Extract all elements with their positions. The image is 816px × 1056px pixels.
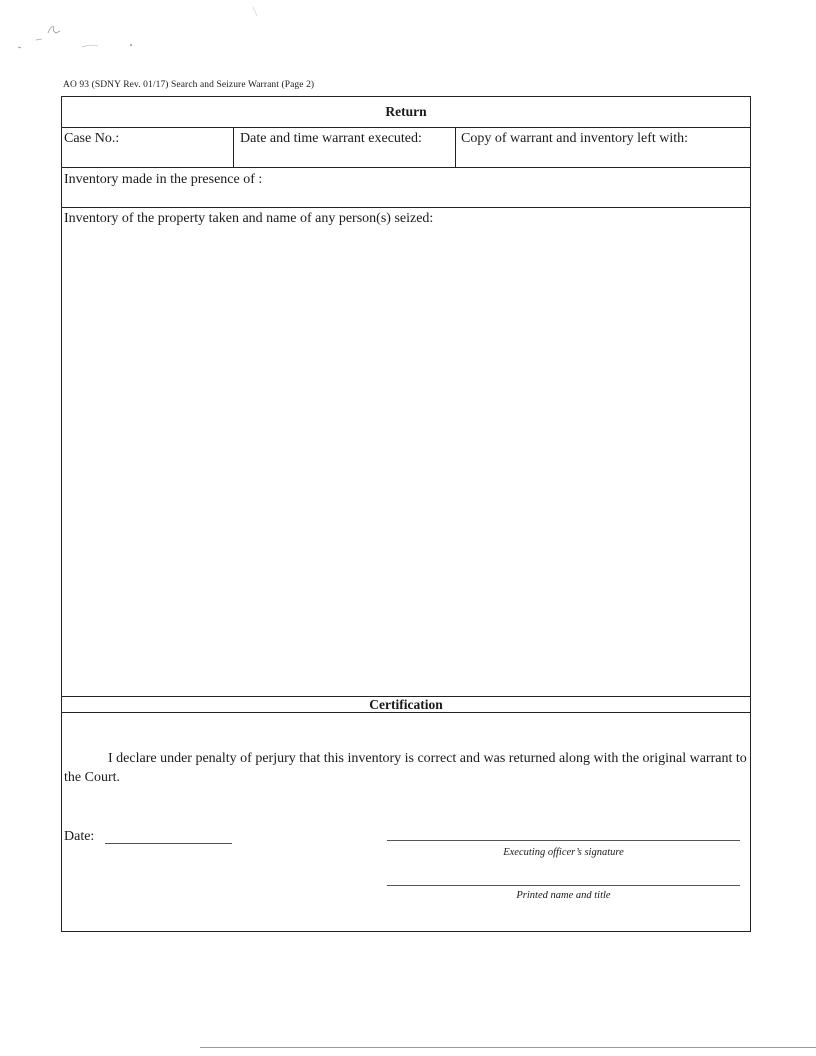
- officer-signature-caption: Executing officer’s signature: [503, 847, 624, 858]
- printed-name-caption: Printed name and title: [516, 890, 611, 901]
- return-title: Return: [385, 104, 427, 119]
- printed-name-line: [387, 885, 740, 886]
- date-time-executed-label: Date and time warrant executed:: [240, 131, 422, 146]
- divider: [62, 127, 750, 128]
- divider: [455, 127, 456, 167]
- date-label: Date:: [64, 829, 95, 844]
- divider: [233, 127, 234, 167]
- inventory-property-label: Inventory of the property taken and name of any person(s) seized:: [64, 211, 434, 226]
- certification-title: Certification: [369, 697, 443, 712]
- divider: [62, 712, 750, 713]
- form-header: AO 93 (SDNY Rev. 01/17) Search and Seizure Warrant (Page 2): [63, 80, 315, 90]
- case-no-label: Case No.:: [64, 131, 120, 146]
- page-bottom-rule: [200, 1047, 816, 1048]
- declaration-text: I declare under penalty of perjury that this inventory is correct and was returned along with the original warrant to the Court.: [64, 751, 747, 785]
- copy-left-with-label: Copy of warrant and inventory left with:: [461, 131, 689, 146]
- officer-signature-line: [387, 840, 740, 841]
- scan-marks: [0, 0, 816, 60]
- inventory-presence-label: Inventory made in the presence of :: [64, 172, 263, 187]
- divider: [62, 207, 750, 208]
- date-line: [105, 843, 232, 844]
- divider: [62, 167, 750, 168]
- warrant-return-form: [61, 96, 751, 932]
